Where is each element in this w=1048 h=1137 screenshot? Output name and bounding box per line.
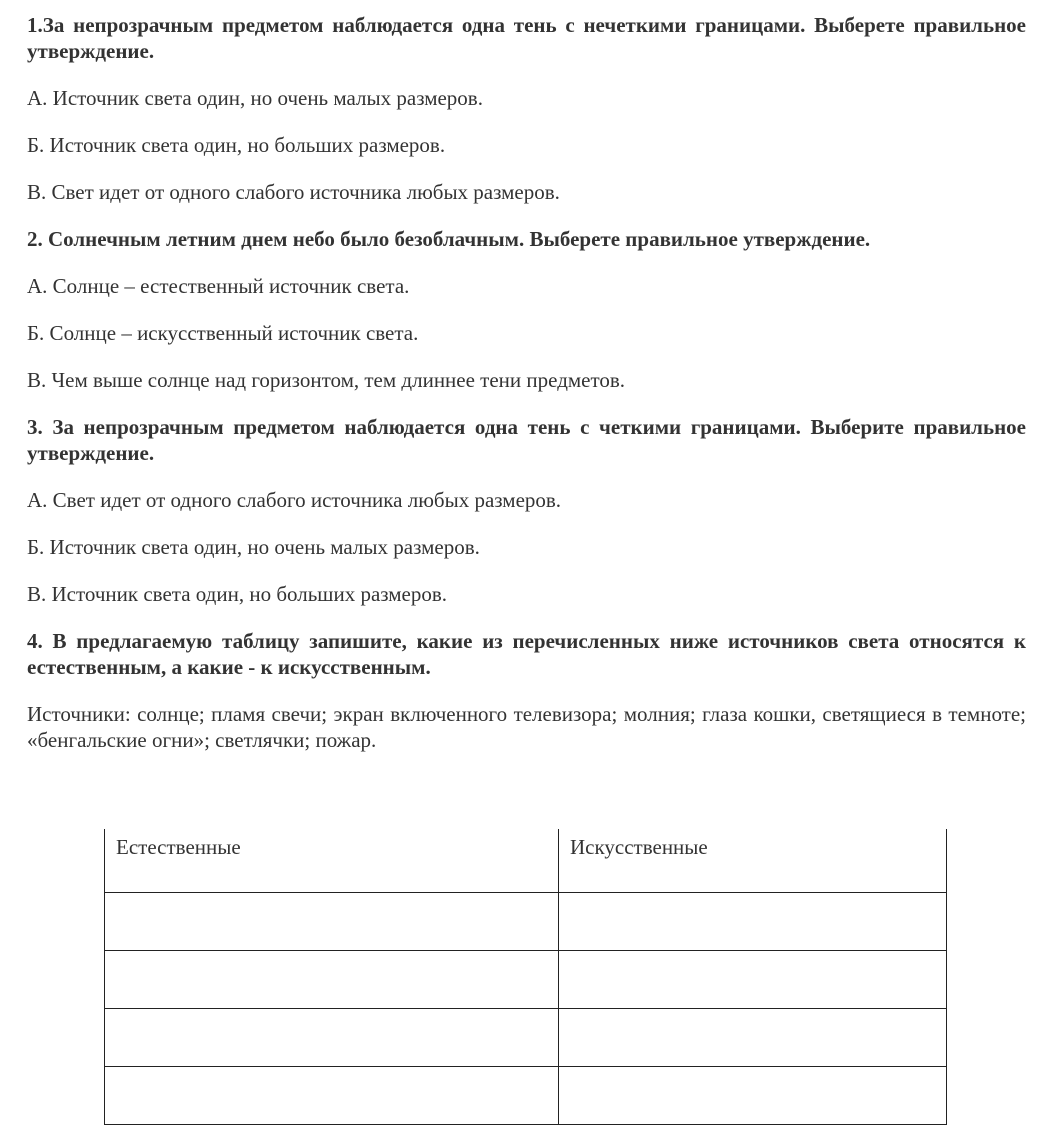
question-2-option-a: А. Солнце – естественный источник света. (27, 274, 410, 298)
cell-artificial (559, 1009, 947, 1067)
cell-natural (105, 1067, 559, 1125)
cell-natural (105, 893, 559, 951)
question-3-option-c: В. Источник света один, но больших размеров. (27, 582, 448, 606)
cell-natural (105, 1009, 559, 1067)
question-3-option-b: Б. Источник света один, но очень малых размеров. (27, 535, 480, 559)
sources-list: Источники: солнце; пламя свечи; экран включенного телевизора; молния; глаза кошки, светящиеся в темноте; «бенгальские огни»; светлячки; пожар. (27, 702, 1026, 752)
table-row (105, 893, 947, 951)
question-1-option-a: А. Источник света один, но очень малых размеров. (27, 86, 483, 110)
header-natural: Естественные (105, 829, 559, 893)
question-1: 1.За непрозрачным предметом наблюдается одна тень с нечеткими границами. Выберете правильное утверждение. (27, 13, 1026, 63)
question-2: 2. Солнечным летним днем небо было безоблачным. Выберете правильное утверждение. (27, 227, 871, 251)
table-row (105, 1009, 947, 1067)
question-1-option-c: В. Свет идет от одного слабого источника любых размеров. (27, 180, 560, 204)
question-2-option-b: Б. Солнце – искусственный источник света. (27, 321, 419, 345)
table-row (105, 951, 947, 1009)
cell-natural (105, 951, 559, 1009)
classification-table (104, 829, 947, 1125)
question-2-option-c: В. Чем выше солнце над горизонтом, тем длиннее тени предметов. (27, 368, 626, 392)
cell-artificial (559, 951, 947, 1009)
cell-artificial (559, 1067, 947, 1125)
question-3-option-a: А. Свет идет от одного слабого источника любых размеров. (27, 488, 562, 512)
worksheet (27, 12, 1026, 753)
table-row (105, 1067, 947, 1125)
question-4: 4. В предлагаемую таблицу запишите, какие из перечисленных ниже источников света относятся к естественным, а какие - к искусственным. (27, 629, 1026, 679)
header-artificial: Искусственные (559, 829, 947, 893)
table-header-row (105, 829, 947, 893)
question-1-option-b: Б. Источник света один, но больших размеров. (27, 133, 446, 157)
question-3: 3. За непрозрачным предметом наблюдается одна тень с четкими границами. Выберите правильное утверждение. (27, 415, 1026, 465)
cell-artificial (559, 893, 947, 951)
